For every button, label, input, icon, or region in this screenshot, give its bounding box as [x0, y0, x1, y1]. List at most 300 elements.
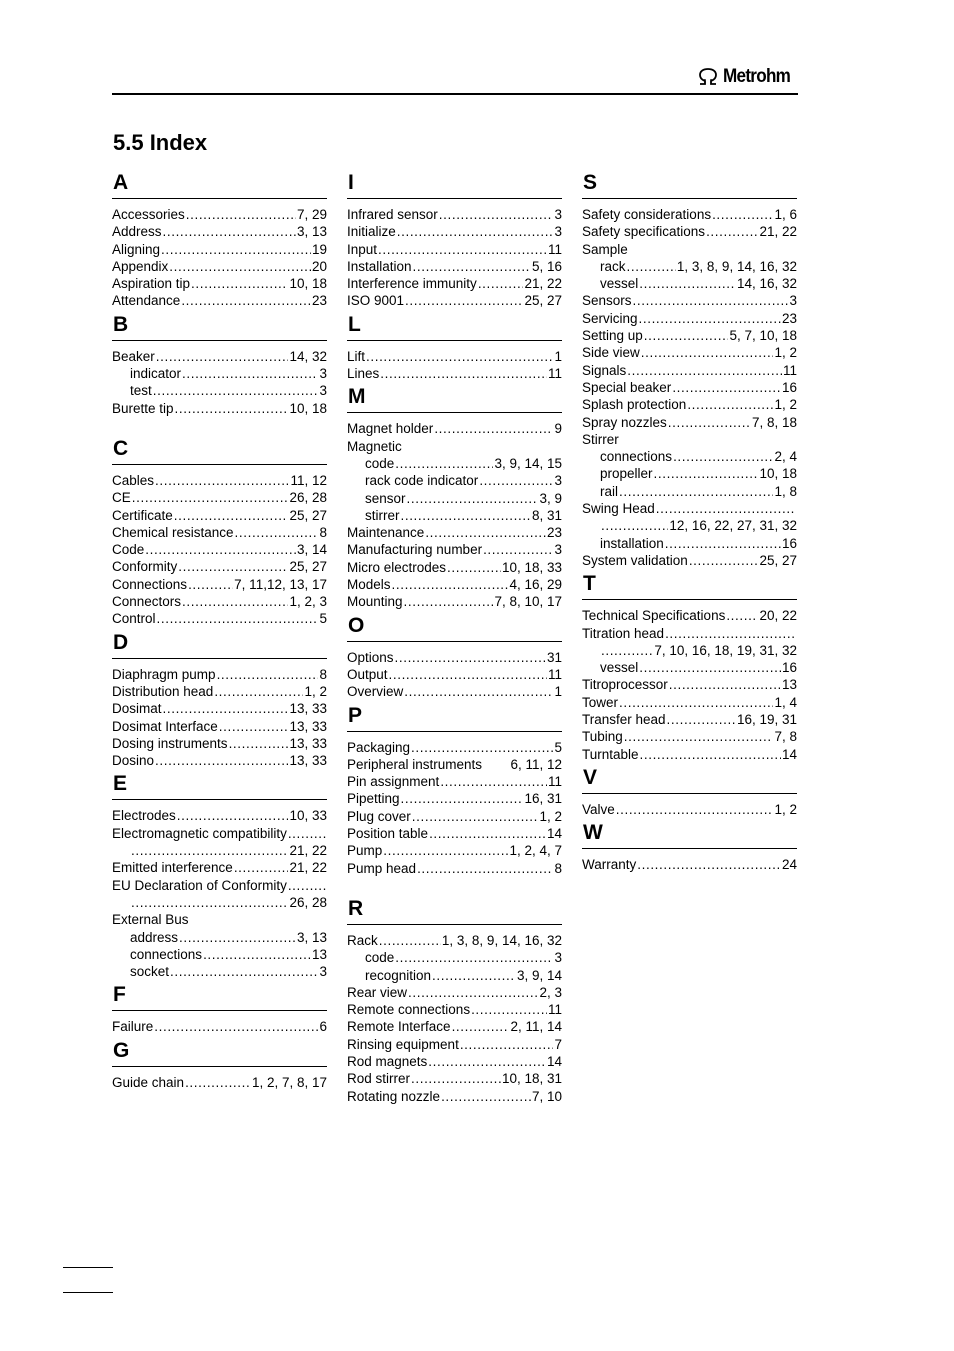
- entry-term: Side view: [582, 345, 640, 361]
- entry-pages: 1, 3, 8, 9, 14, 16, 32: [441, 932, 562, 948]
- index-entry: [347, 773, 562, 790]
- leader-dots: [182, 593, 288, 610]
- section-letter: E: [112, 769, 327, 800]
- entry-pages: 1, 8: [774, 483, 797, 499]
- leader-dots: [434, 420, 553, 437]
- index-section-p: [347, 701, 562, 894]
- entry-term: address: [130, 929, 179, 945]
- entry-term: Turntable: [582, 746, 639, 762]
- index-section-t: [582, 569, 797, 763]
- index-column-1: [112, 168, 327, 1091]
- index-entry: [347, 1018, 562, 1035]
- section-letter: B: [112, 310, 327, 341]
- index-section-e: [112, 769, 327, 980]
- leader-dots: [155, 472, 289, 489]
- leader-dots: [404, 593, 494, 610]
- index-entry: [112, 292, 327, 309]
- index-entry: [112, 206, 327, 223]
- entry-term: Peripheral instruments: [347, 756, 483, 772]
- leader-dots: [234, 859, 289, 876]
- index-entry: [347, 593, 562, 610]
- leader-dots: [417, 860, 553, 877]
- index-entry: [582, 711, 797, 728]
- index-entry: [582, 694, 797, 711]
- entry-term: Special beaker: [582, 379, 672, 395]
- entry-term: Pipetting: [347, 791, 400, 807]
- entry-term: Pump head: [347, 860, 417, 876]
- index-column-3: [582, 168, 797, 874]
- leader-dots: [177, 807, 289, 824]
- entry-pages: 26, 28: [289, 490, 327, 506]
- entry-pages: 3: [789, 293, 797, 309]
- leader-dots: [132, 489, 289, 506]
- entry-term: Dosimat Interface: [112, 718, 218, 734]
- entry-pages: 3: [554, 224, 562, 240]
- leader-dots: [673, 448, 773, 465]
- section-letter: I: [347, 168, 562, 199]
- index-entry: [112, 859, 327, 876]
- index-section-o: [347, 611, 562, 701]
- entry-pages: 24: [781, 857, 797, 873]
- entry-pages: 2, 11, 14: [510, 1019, 562, 1035]
- entry-pages: 3: [554, 542, 562, 558]
- leader-dots: [627, 362, 782, 379]
- entry-term: socket: [130, 964, 170, 980]
- entry-pages: 21, 22: [289, 843, 327, 859]
- entry-pages: 16, 31: [524, 791, 562, 807]
- leader-dots: [405, 292, 523, 309]
- index-entry: [582, 206, 797, 223]
- leader-dots: [395, 455, 493, 472]
- index-entry: [347, 1070, 562, 1087]
- entry-term: Transfer head: [582, 712, 666, 728]
- entry-term: Guide chain: [112, 1074, 185, 1090]
- entry-term: Overview: [347, 684, 404, 700]
- index-entry: [347, 275, 562, 292]
- entry-pages: 13, 33: [289, 701, 327, 717]
- index-entry: [347, 842, 562, 859]
- entry-pages: 23: [781, 310, 797, 326]
- entry-pages: 25, 27: [524, 293, 562, 309]
- entry-term: System validation: [582, 552, 688, 568]
- leader-dots: [288, 825, 326, 842]
- omega-icon: [696, 67, 720, 87]
- leader-dots: [395, 649, 546, 666]
- entry-pages: 5: [319, 611, 327, 627]
- index-entry: [347, 541, 562, 558]
- index-entry: [582, 275, 797, 292]
- entry-pages: 13, 33: [289, 718, 327, 734]
- index-entry: [112, 400, 327, 417]
- entry-term: propeller: [600, 466, 653, 482]
- index-entry: [347, 455, 562, 472]
- leader-dots: [366, 348, 553, 365]
- section-letter: G: [112, 1036, 327, 1067]
- entry-term: Splash protection: [582, 397, 687, 413]
- entry-term: Appendix: [112, 258, 169, 274]
- leader-dots: [404, 683, 553, 700]
- index-entry: [582, 676, 797, 693]
- index-entry: [582, 258, 797, 275]
- index-entry: [112, 576, 327, 593]
- entry-term: Models: [347, 577, 391, 593]
- section-letter: A: [112, 168, 327, 199]
- entry-pages: 10, 18, 33: [501, 559, 562, 575]
- entry-term: Stirrer: [582, 431, 619, 447]
- leader-dots: [483, 541, 553, 558]
- index-entry: [582, 856, 797, 873]
- entry-term: vessel: [600, 660, 639, 676]
- entry-pages: 14: [781, 746, 797, 762]
- entry-pages: 5, 7, 10, 18: [729, 328, 797, 344]
- leader-dots: [619, 694, 773, 711]
- entry-pages: 13, 33: [289, 735, 327, 751]
- entry-term: Titroprocessor: [582, 677, 668, 693]
- leader-dots: [432, 967, 516, 984]
- index-entry: [347, 348, 562, 365]
- leader-dots: [155, 752, 288, 769]
- index-entry: [347, 258, 562, 275]
- entry-term: Pin assignment: [347, 774, 440, 790]
- index-entry: [347, 739, 562, 756]
- entry-pages: 3: [554, 950, 562, 966]
- entry-term: test: [130, 383, 152, 399]
- leader-dots: [411, 739, 553, 756]
- index-section-c: [112, 434, 327, 628]
- entry-pages: 1, 2: [539, 808, 562, 824]
- entry-pages: 13: [781, 677, 797, 693]
- entry-pages: 6: [319, 1019, 327, 1035]
- index-entry: [112, 1018, 327, 1035]
- leader-dots: [411, 1070, 501, 1087]
- footer-rule: [63, 1267, 113, 1268]
- entry-pages: 11: [547, 366, 562, 382]
- index-entry: [347, 1053, 562, 1070]
- entry-term: Rack: [347, 932, 378, 948]
- entry-pages: 13: [311, 946, 327, 962]
- entry-pages: 14, 32: [289, 348, 327, 364]
- entry-pages: 12, 16, 22, 27, 31, 32: [669, 518, 797, 534]
- leader-dots: [178, 558, 288, 575]
- index-entry: [112, 593, 327, 610]
- index-section-s: [582, 168, 797, 569]
- leader-dots: [601, 642, 653, 659]
- index-entry: [347, 808, 562, 825]
- entry-term: Control: [112, 611, 156, 627]
- index-entry: [112, 348, 327, 365]
- entry-term: Tubing: [582, 729, 623, 745]
- entry-term: Dosing instruments: [112, 735, 228, 751]
- entry-term: Plug cover: [347, 808, 411, 824]
- entry-pages: 7, 8: [774, 729, 797, 745]
- entry-term: Lift: [347, 348, 366, 364]
- index-entry: [347, 1036, 562, 1053]
- section-letter: T: [582, 569, 797, 600]
- entry-term: Code: [112, 542, 145, 558]
- index-section-f: [112, 980, 327, 1035]
- index-entry: [112, 752, 327, 769]
- entry-term: sensor: [365, 490, 406, 506]
- entry-term: code: [365, 950, 395, 966]
- leader-dots: [601, 517, 668, 534]
- entry-term: Packaging: [347, 739, 411, 755]
- entry-term: code: [365, 455, 395, 471]
- index-section-r: [347, 894, 562, 1105]
- leader-dots: [624, 728, 774, 745]
- entry-pages: 1, 2: [774, 345, 797, 361]
- entry-pages: 13, 33: [289, 753, 327, 769]
- index-entry: [582, 642, 797, 659]
- entry-term: Aspiration tip: [112, 276, 191, 292]
- leader-dots: [639, 275, 736, 292]
- entry-term: Connectors: [112, 594, 182, 610]
- index-entry: [112, 524, 327, 541]
- entry-pages: 14: [546, 1053, 562, 1069]
- leader-dots: [219, 718, 289, 735]
- index-entry: [582, 625, 797, 642]
- entry-term: Diaphragm pump: [112, 666, 216, 682]
- section-letter: P: [347, 701, 562, 732]
- section-spacer: [112, 417, 327, 434]
- entry-term: Attendance: [112, 293, 181, 309]
- section-spacer: [347, 877, 562, 894]
- leader-dots: [157, 610, 319, 627]
- section-letter: D: [112, 628, 327, 659]
- entry-term: Magnetic: [347, 438, 402, 454]
- index-entry: [347, 507, 562, 524]
- index-entry: [112, 963, 327, 980]
- index-entry: [347, 490, 562, 507]
- index-entry: [347, 292, 562, 309]
- leader-dots: [408, 984, 538, 1001]
- index-entry: [347, 649, 562, 666]
- entry-pages: 11, 12: [290, 472, 327, 488]
- entry-term: Micro electrodes: [347, 559, 447, 575]
- entry-term: Chemical resistance: [112, 524, 234, 540]
- index-entry: [347, 932, 562, 949]
- entry-pages: 10, 18: [759, 466, 797, 482]
- entry-pages: 3, 9, 14, 15: [494, 455, 562, 471]
- leader-dots: [401, 790, 524, 807]
- entry-pages: 10, 33: [289, 808, 327, 824]
- entry-pages: 3: [319, 366, 327, 382]
- entry-pages: 10, 18: [289, 276, 327, 292]
- leader-dots: [161, 241, 311, 258]
- entry-term: Signals: [582, 362, 627, 378]
- section-letter: L: [347, 310, 562, 341]
- index-entry: [112, 842, 327, 859]
- entry-pages: 20: [311, 258, 327, 274]
- leader-dots: [640, 746, 781, 763]
- entry-pages: 21, 22: [524, 276, 562, 292]
- leader-dots: [131, 894, 288, 911]
- entry-pages: 16: [781, 379, 797, 395]
- leader-dots: [389, 666, 547, 683]
- header-rule: [112, 93, 798, 95]
- index-entry: [347, 683, 562, 700]
- leader-dots: [401, 507, 531, 524]
- entry-pages: 1, 2: [774, 397, 797, 413]
- entry-term: Initialize: [347, 224, 396, 240]
- entry-term: Spray nozzles: [582, 414, 667, 430]
- entry-term: Aligning: [112, 241, 161, 257]
- entry-pages: 3, 9: [539, 490, 562, 506]
- leader-dots: [156, 348, 289, 365]
- entry-pages: 3, 14: [296, 542, 327, 558]
- index-entry: [582, 517, 797, 534]
- leader-dots: [235, 524, 319, 541]
- index-entry: [582, 535, 797, 552]
- index-entry: [582, 379, 797, 396]
- entry-term: EU Declaration of Conformity: [112, 877, 287, 893]
- section-letter: V: [582, 763, 797, 794]
- entry-term: Position table: [347, 826, 429, 842]
- entry-pages: 25, 27: [759, 552, 797, 568]
- leader-dots: [672, 379, 781, 396]
- leader-dots: [383, 842, 508, 859]
- index-entry: [582, 552, 797, 569]
- leader-dots: [667, 711, 736, 728]
- section-letter: M: [347, 382, 562, 413]
- index-entry: [112, 1074, 327, 1091]
- leader-dots: [425, 524, 546, 541]
- leader-dots: [229, 735, 289, 752]
- leader-dots: [439, 206, 554, 223]
- entry-pages: 20, 22: [759, 608, 797, 624]
- leader-dots: [440, 773, 547, 790]
- index-entry: [112, 929, 327, 946]
- entry-pages: 8: [319, 666, 327, 682]
- entry-term: Rotating nozzle: [347, 1088, 441, 1104]
- index-entry: [582, 362, 797, 379]
- index-entry: [347, 241, 562, 258]
- entry-pages: 16, 19, 31: [736, 712, 797, 728]
- entry-pages: 31: [546, 649, 562, 665]
- leader-dots: [131, 842, 288, 859]
- entry-term: CE: [112, 490, 131, 506]
- entry-pages: 11: [782, 362, 797, 378]
- entry-pages: 7, 8, 10, 17: [494, 594, 562, 610]
- entry-term: rail: [600, 483, 619, 499]
- index-section-m: [347, 382, 562, 610]
- entry-pages: 11: [547, 666, 562, 682]
- leader-dots: [217, 666, 319, 683]
- entry-pages: 7, 29: [296, 207, 327, 222]
- leader-dots: [665, 535, 781, 552]
- leader-dots: [407, 490, 539, 507]
- entry-term: Sample: [582, 241, 628, 257]
- leader-dots: [726, 607, 758, 624]
- index-entry: [347, 438, 562, 455]
- leader-dots: [191, 275, 288, 292]
- entry-term: Rod stirrer: [347, 1071, 411, 1087]
- leader-dots: [665, 625, 796, 642]
- entry-term: Electromagnetic compatibility: [112, 825, 287, 841]
- entry-pages: 7: [554, 1036, 562, 1052]
- index-entry: [347, 472, 562, 489]
- entry-pages: 7, 10: [531, 1088, 562, 1104]
- index-entry: [112, 472, 327, 489]
- entry-term: Maintenance: [347, 525, 425, 541]
- leader-dots: [452, 1018, 510, 1035]
- index-column-2: [347, 168, 562, 1105]
- leader-dots: [145, 541, 296, 558]
- index-entry: [347, 365, 562, 382]
- index-entry: [347, 223, 562, 240]
- index-entry: [112, 735, 327, 752]
- entry-term: Titration head: [582, 625, 665, 641]
- index-entry: [582, 414, 797, 431]
- section-letter: O: [347, 611, 562, 642]
- entry-pages: 3, 13: [296, 224, 327, 240]
- index-entry: [347, 860, 562, 877]
- entry-pages: 1, 2, 7, 8, 17: [251, 1074, 327, 1090]
- index-section-b: [112, 310, 327, 434]
- entry-pages: 3: [554, 207, 562, 222]
- entry-pages: 3, 9, 14: [516, 967, 562, 983]
- leader-dots: [428, 1053, 546, 1070]
- entry-term: External Bus: [112, 912, 189, 928]
- entry-pages: 1, 3, 8, 9, 14, 16, 32: [676, 258, 797, 274]
- leader-dots: [154, 1018, 318, 1035]
- index-entry: [112, 382, 327, 399]
- entry-term: Setting up: [582, 328, 643, 344]
- leader-dots: [397, 223, 554, 240]
- entry-term: Magnet holder: [347, 421, 434, 437]
- entry-pages: 5: [554, 739, 562, 755]
- index-section-a: [112, 168, 327, 310]
- leader-dots: [179, 929, 296, 946]
- leader-dots: [633, 292, 789, 309]
- entry-pages: 1, 2, 3: [289, 594, 327, 610]
- entry-term: Output: [347, 666, 388, 682]
- index-entry: [582, 327, 797, 344]
- entry-term: Infrared sensor: [347, 207, 438, 222]
- leader-dots: [181, 292, 311, 309]
- index-entry: [582, 344, 797, 361]
- leader-dots: [175, 400, 289, 417]
- entry-term: Rear view: [347, 984, 408, 1000]
- leader-dots: [174, 507, 289, 524]
- entry-pages: 21, 22: [759, 224, 797, 240]
- entry-pages: 3: [319, 383, 327, 399]
- section-letter: C: [112, 434, 327, 465]
- entry-term: Safety considerations: [582, 207, 712, 222]
- leader-dots: [214, 683, 303, 700]
- index-entry: [347, 967, 562, 984]
- leader-dots: [447, 559, 501, 576]
- entry-term: Tower: [582, 694, 619, 710]
- entry-pages: 1, 6: [774, 207, 797, 222]
- entry-pages: 8, 31: [531, 507, 562, 523]
- entry-pages: 1, 2: [774, 801, 797, 817]
- index-entry: [347, 984, 562, 1001]
- leader-dots: [479, 472, 553, 489]
- section-letter: S: [582, 168, 797, 199]
- index-entry: [582, 223, 797, 240]
- entry-term: Conformity: [112, 559, 178, 575]
- entry-term: Electrodes: [112, 808, 176, 824]
- entry-term: Certificate: [112, 507, 173, 523]
- entry-term: recognition: [365, 967, 432, 983]
- index-section-d: [112, 628, 327, 770]
- leader-dots: [644, 327, 729, 344]
- index-entry: [582, 396, 797, 413]
- index-entry: [582, 483, 797, 500]
- leader-dots: [627, 258, 676, 275]
- leader-dots: [639, 659, 781, 676]
- section-letter: F: [112, 980, 327, 1011]
